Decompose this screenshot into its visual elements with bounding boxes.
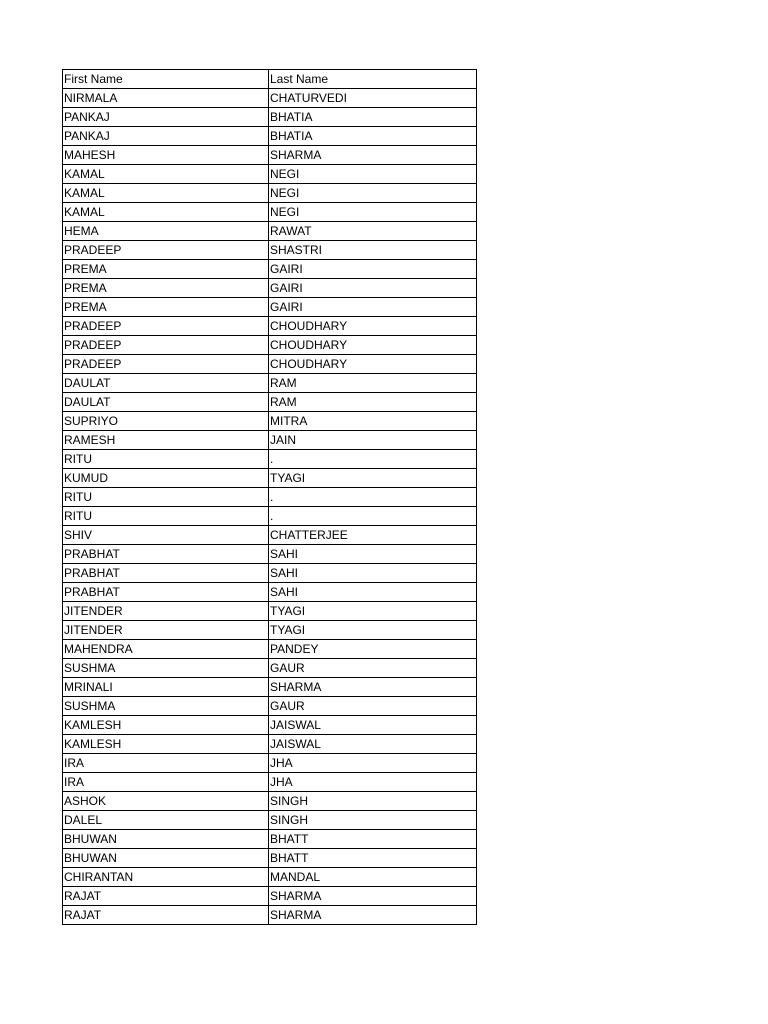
header-row bbox=[63, 70, 477, 89]
last-name-cell: JHA bbox=[269, 754, 477, 773]
last-name-cell: GAUR bbox=[269, 697, 477, 716]
last-name-cell: PANDEY bbox=[269, 640, 477, 659]
table-row bbox=[63, 488, 477, 507]
first-name-cell: RAJAT bbox=[63, 906, 269, 925]
first-name-cell: PRADEEP bbox=[63, 241, 269, 260]
first-name-cell: CHIRANTAN bbox=[63, 868, 269, 887]
first-name-cell: KAMLESH bbox=[63, 716, 269, 735]
first-name-cell: NIRMALA bbox=[63, 89, 269, 108]
first-name-cell: KAMAL bbox=[63, 203, 269, 222]
last-name-cell: NEGI bbox=[269, 184, 477, 203]
table-row bbox=[63, 507, 477, 526]
table-row bbox=[63, 678, 477, 697]
table-row bbox=[63, 545, 477, 564]
last-name-cell: JAIN bbox=[269, 431, 477, 450]
table-row bbox=[63, 317, 477, 336]
table-row bbox=[63, 393, 477, 412]
last-name-cell: SINGH bbox=[269, 792, 477, 811]
last-name-cell: GAUR bbox=[269, 659, 477, 678]
table-row bbox=[63, 583, 477, 602]
last-name-cell: JAISWAL bbox=[269, 735, 477, 754]
first-name-cell: PRADEEP bbox=[63, 336, 269, 355]
table-row bbox=[63, 526, 477, 545]
table-row bbox=[63, 602, 477, 621]
first-name-cell: SUSHMA bbox=[63, 659, 269, 678]
last-name-cell: BHATIA bbox=[269, 108, 477, 127]
table-row bbox=[63, 355, 477, 374]
table-row bbox=[63, 811, 477, 830]
last-name-cell: SAHI bbox=[269, 583, 477, 602]
first-name-cell: RAJAT bbox=[63, 887, 269, 906]
first-name-cell: KAMAL bbox=[63, 165, 269, 184]
first-name-cell: MRINALI bbox=[63, 678, 269, 697]
last-name-cell: GAIRI bbox=[269, 279, 477, 298]
table-row bbox=[63, 184, 477, 203]
last-name-cell: CHOUDHARY bbox=[269, 355, 477, 374]
last-name-cell: SHARMA bbox=[269, 146, 477, 165]
last-name-cell: JHA bbox=[269, 773, 477, 792]
first-name-cell: BHUWAN bbox=[63, 849, 269, 868]
last-name-cell: CHATURVEDI bbox=[269, 89, 477, 108]
first-name-cell: PANKAJ bbox=[63, 127, 269, 146]
name-sheet bbox=[62, 69, 477, 925]
table-row bbox=[63, 450, 477, 469]
last-name-cell: MITRA bbox=[269, 412, 477, 431]
first-name-cell: DAULAT bbox=[63, 393, 269, 412]
table-row bbox=[63, 469, 477, 488]
header-first-name: First Name bbox=[63, 70, 269, 89]
last-name-cell: SAHI bbox=[269, 545, 477, 564]
first-name-cell: KAMAL bbox=[63, 184, 269, 203]
first-name-cell: PRABHAT bbox=[63, 545, 269, 564]
last-name-cell: . bbox=[269, 450, 477, 469]
last-name-cell: SAHI bbox=[269, 564, 477, 583]
table-row bbox=[63, 792, 477, 811]
last-name-cell: GAIRI bbox=[269, 298, 477, 317]
last-name-cell: GAIRI bbox=[269, 260, 477, 279]
table-row bbox=[63, 640, 477, 659]
table-row bbox=[63, 716, 477, 735]
table-row bbox=[63, 241, 477, 260]
table-row bbox=[63, 260, 477, 279]
last-name-cell: . bbox=[269, 488, 477, 507]
first-name-cell: HEMA bbox=[63, 222, 269, 241]
table-row bbox=[63, 849, 477, 868]
first-name-cell: JITENDER bbox=[63, 621, 269, 640]
table-row bbox=[63, 754, 477, 773]
last-name-cell: BHATT bbox=[269, 849, 477, 868]
first-name-cell: RITU bbox=[63, 488, 269, 507]
last-name-cell: TYAGI bbox=[269, 469, 477, 488]
first-name-cell: PREMA bbox=[63, 260, 269, 279]
first-name-cell: PRABHAT bbox=[63, 564, 269, 583]
first-name-cell: PANKAJ bbox=[63, 108, 269, 127]
table-row bbox=[63, 412, 477, 431]
first-name-cell: MAHESH bbox=[63, 146, 269, 165]
table-row bbox=[63, 203, 477, 222]
first-name-cell: ASHOK bbox=[63, 792, 269, 811]
first-name-cell: KAMLESH bbox=[63, 735, 269, 754]
table-row bbox=[63, 564, 477, 583]
table-row bbox=[63, 279, 477, 298]
last-name-cell: RAM bbox=[269, 374, 477, 393]
table-row bbox=[63, 431, 477, 450]
last-name-cell: SHARMA bbox=[269, 906, 477, 925]
first-name-cell: JITENDER bbox=[63, 602, 269, 621]
first-name-cell: RITU bbox=[63, 450, 269, 469]
first-name-cell: SHIV bbox=[63, 526, 269, 545]
header-last-name: Last Name bbox=[269, 70, 477, 89]
first-name-cell: DAULAT bbox=[63, 374, 269, 393]
first-name-cell: SUPRIYO bbox=[63, 412, 269, 431]
first-name-cell: KUMUD bbox=[63, 469, 269, 488]
first-name-cell: PRADEEP bbox=[63, 317, 269, 336]
table-row bbox=[63, 887, 477, 906]
table-row bbox=[63, 735, 477, 754]
last-name-cell: CHATTERJEE bbox=[269, 526, 477, 545]
first-name-cell: RITU bbox=[63, 507, 269, 526]
table-row bbox=[63, 146, 477, 165]
table-row bbox=[63, 697, 477, 716]
last-name-cell: NEGI bbox=[269, 203, 477, 222]
table-row bbox=[63, 89, 477, 108]
last-name-cell: RAM bbox=[269, 393, 477, 412]
first-name-cell: SUSHMA bbox=[63, 697, 269, 716]
table-row bbox=[63, 374, 477, 393]
first-name-cell: IRA bbox=[63, 773, 269, 792]
first-name-cell: BHUWAN bbox=[63, 830, 269, 849]
table-row bbox=[63, 773, 477, 792]
first-name-cell: PRADEEP bbox=[63, 355, 269, 374]
last-name-cell: CHOUDHARY bbox=[269, 317, 477, 336]
last-name-cell: SHARMA bbox=[269, 678, 477, 697]
last-name-cell: BHATT bbox=[269, 830, 477, 849]
table-row bbox=[63, 222, 477, 241]
first-name-cell: IRA bbox=[63, 754, 269, 773]
last-name-cell: MANDAL bbox=[269, 868, 477, 887]
table-row bbox=[63, 298, 477, 317]
table-row bbox=[63, 165, 477, 184]
table-row bbox=[63, 108, 477, 127]
table-row bbox=[63, 830, 477, 849]
table-body bbox=[63, 89, 477, 925]
last-name-cell: SHASTRI bbox=[269, 241, 477, 260]
last-name-cell: TYAGI bbox=[269, 621, 477, 640]
last-name-cell: JAISWAL bbox=[269, 716, 477, 735]
first-name-cell: PREMA bbox=[63, 279, 269, 298]
last-name-cell: . bbox=[269, 507, 477, 526]
last-name-cell: SHARMA bbox=[269, 887, 477, 906]
last-name-cell: CHOUDHARY bbox=[269, 336, 477, 355]
table-row bbox=[63, 868, 477, 887]
names-table bbox=[62, 69, 477, 925]
last-name-cell: TYAGI bbox=[269, 602, 477, 621]
last-name-cell: SINGH bbox=[269, 811, 477, 830]
table-row bbox=[63, 336, 477, 355]
first-name-cell: MAHENDRA bbox=[63, 640, 269, 659]
table-row bbox=[63, 906, 477, 925]
last-name-cell: NEGI bbox=[269, 165, 477, 184]
first-name-cell: DALEL bbox=[63, 811, 269, 830]
first-name-cell: PREMA bbox=[63, 298, 269, 317]
table-row bbox=[63, 659, 477, 678]
first-name-cell: RAMESH bbox=[63, 431, 269, 450]
last-name-cell: RAWAT bbox=[269, 222, 477, 241]
table-row bbox=[63, 127, 477, 146]
table-row bbox=[63, 621, 477, 640]
first-name-cell: PRABHAT bbox=[63, 583, 269, 602]
last-name-cell: BHATIA bbox=[269, 127, 477, 146]
